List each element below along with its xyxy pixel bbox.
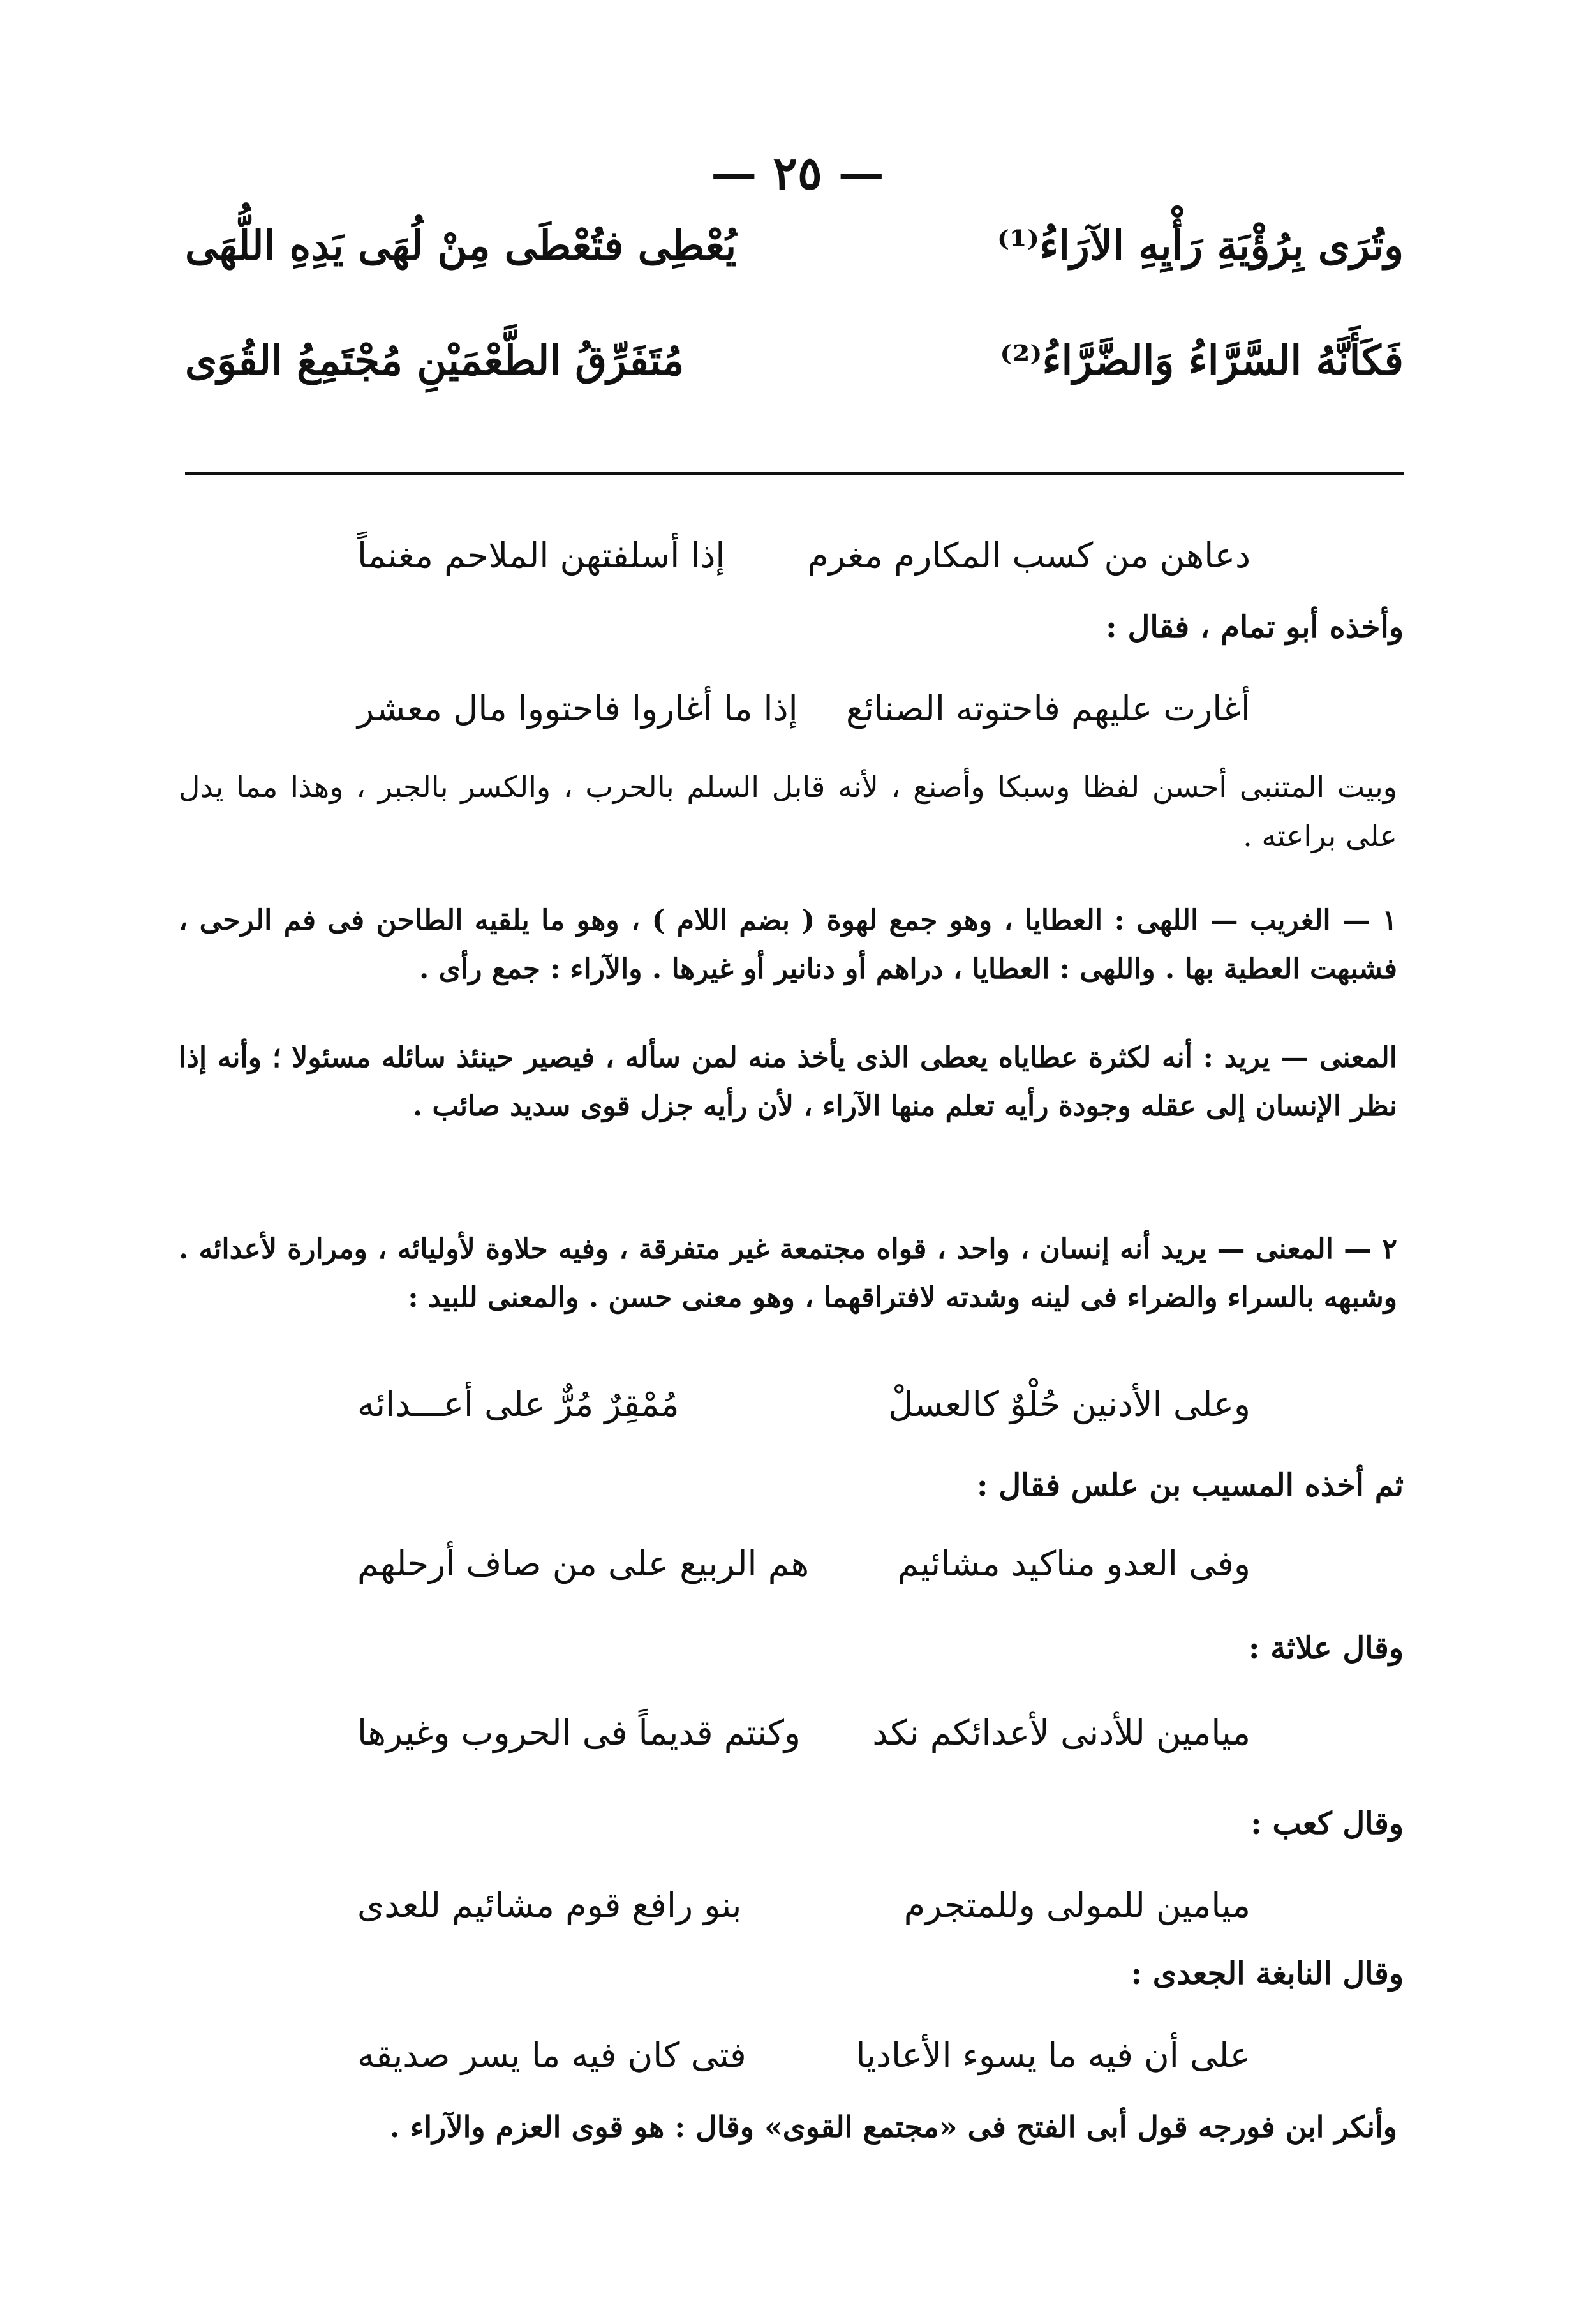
poem-verse — [185, 325, 1404, 396]
verse-second-hemistich: وفى العدو مناكيد مشائيم — [897, 1543, 1250, 1584]
quoted-verse — [357, 1701, 1250, 1764]
paragraph-text: وبيت المتنبى أحسن لفظا وسبكا وأصنع ، لأنه قابل السلم بالحرب ، والكسر بالجبر ، وهذا مما يدل على براعته . — [179, 770, 1397, 853]
footnote-text: ١ — الغريب — اللهى : العطايا ، وهو جمع لهوة ( بضم اللام ) ، وهو ما يلقيه الطاحن فى فم الرحى ، فشبهت العطية بها . واللهى : العطايا ، دراهم أو دنانير أو غيرها . والآراء : جمع رأى . — [179, 904, 1397, 985]
closing-paragraph — [179, 2103, 1397, 2152]
quoted-verse — [357, 1531, 1250, 1595]
footnote-text: المعنى — يريد : أنه لكثرة عطاياه يعطى الذى يأخذ منه لمن سأله ، فيصير حينئذ سائله مسئولا ؛ وأنه إذا نظر الإنسان إلى عقله وجودة رأيه تعلم منها الآراء ، لأن رأيه جزل قوى سديد صائب . — [179, 1041, 1397, 1122]
verse-first-hemistich: فتى كان فيه ما يسر صديقه — [357, 2034, 746, 2075]
quoted-verse — [357, 1372, 1250, 1436]
footnote-text: ٢ — المعنى — يريد أنه إنسان ، واحد ، قواه مجتمعة غير متفرقة ، وفيه حلاوة لأوليائه ، ومرارة لأعدائه . وشبهه بالسراء والضراء فى لينه وشدته لافتراقهما ، وهو معنى حسن . والمعنى للبيد : — [179, 1233, 1397, 1314]
quoted-verse — [357, 2023, 1250, 2087]
body-paragraph — [179, 763, 1397, 861]
intro-line: وأخذه أبو تمام ، فقال : — [1106, 609, 1404, 645]
verse-second-hemistich: على أن فيه ما يسوء الأعاديا — [856, 2034, 1250, 2075]
footnote-1-meaning — [179, 1034, 1397, 1131]
intro-line: وقال كعب : — [1250, 1806, 1404, 1842]
intro-line: وقال علاثة : — [1248, 1630, 1404, 1666]
verse-second-hemistich: وتُرَى بِرُؤْيَةِ رَأْيِهِ الآرَاءُ⁽¹⁾ — [997, 221, 1404, 270]
verse-first-hemistich: بنو رافع قوم مشائيم للعدى — [357, 1884, 742, 1925]
footnote-2 — [179, 1225, 1397, 1322]
verse-first-hemistich: إذا ما أغاروا فاحتووا مال معشر — [357, 688, 798, 729]
footnote-separator — [185, 472, 1404, 475]
verse-second-hemistich: دعاهن من كسب المكارم مغرم — [807, 535, 1250, 576]
verse-first-hemistich: يُعْطِى فتُعْطَى مِنْ لُهَى يَدِهِ اللُّهَى — [185, 221, 737, 270]
verse-first-hemistich: إذا أسلفتهن الملاحم مغنماً — [357, 535, 725, 576]
page-number: — ٢٥ — — [711, 145, 884, 200]
verse-first-hemistich: مُتَفَرِّقُ الطَّعْمَيْنِ مُجْتَمِعُ القُوَى — [185, 336, 685, 385]
verse-second-hemistich: وعلى الأدنين حُلْوٌ كالعسلْ — [888, 1383, 1250, 1424]
quoted-verse — [357, 1873, 1250, 1937]
intro-line: وقال النابغة الجعدى : — [1131, 1956, 1404, 1992]
paragraph-text: وأنكر ابن فورجه قول أبى الفتح فى «مجتمع القوى» وقال : هو قوى العزم والآراء . — [389, 2110, 1397, 2144]
quoted-verse — [357, 676, 1250, 740]
verse-first-hemistich: مُمْقِرٌ مُرٌّ على أعـــدائه — [357, 1383, 679, 1424]
verse-second-hemistich: ميامين للمولى وللمتجرم — [903, 1884, 1250, 1925]
intro-line: ثم أخذه المسيب بن علس فقال : — [976, 1468, 1404, 1503]
verse-second-hemistich: ميامين للأدنى لأعدائكم نكد — [872, 1712, 1250, 1753]
verse-first-hemistich: وكنتم قديماً فى الحروب وغيرها — [357, 1712, 801, 1753]
poem-verse — [185, 211, 1404, 281]
verse-second-hemistich: فَكَأَنَّهُ السَّرَّاءُ وَالضَّرَّاءُ⁽²⁾ — [1000, 336, 1404, 385]
footnote-1 — [179, 897, 1397, 994]
verse-second-hemistich: أغارت عليهم فاحتوته الصنائع — [846, 688, 1250, 729]
verse-first-hemistich: هم الربيع على من صاف أرحلهم — [357, 1543, 810, 1584]
quoted-verse — [357, 523, 1250, 587]
